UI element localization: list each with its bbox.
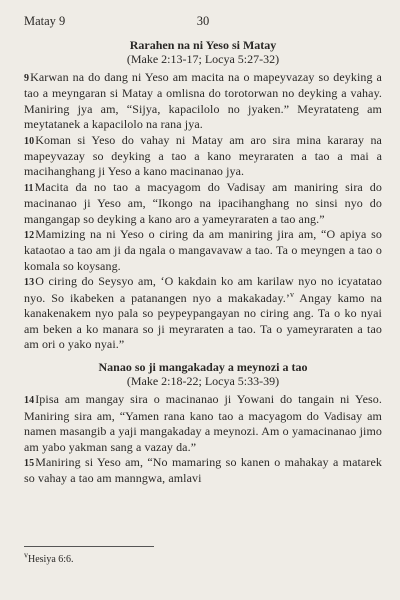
footnote-mark: v	[24, 550, 28, 560]
verse-text: Koman si Yeso do vahay ni Matay am aro sira mina kararay na mapeyvazay so deyking a tao a kano meyraraten a tao a mai a macihanghang ji Yeso a kano macinanao jya.	[24, 132, 382, 179]
verse-10	[24, 133, 382, 180]
verse-9	[24, 70, 382, 133]
verse-number: 13	[24, 277, 35, 289]
verse-number: 9	[24, 73, 30, 84]
verse-text: Karwan na do dang ni Yeso am macita na o mapeyvazay so deyking a tao a meyngaran si Matay a omlisna do torotorwan no deyking a vahay. Maniring jya am, “Sijya, kapacilolo no jyaken.” Meyratateng am meytatanek a kapacilolo na rana jya.	[24, 70, 382, 132]
verse-text: Ipisa am mangay sira o macinanao ji Yowani do tangain ni Yeso. Maniring sira am, “Yamen rana kano tao a macyagom do Vadisay am namen masangib a yaji mangakaday a meynozi. Am o yamacinanao jimo am yabo yakman sang a vazay da.”	[24, 392, 382, 454]
footnote-text: Hesiya 6:6.	[28, 554, 74, 565]
verse-number: 12	[24, 230, 35, 242]
verse-text-continued: Angay kamo na kanakenakem nyo pala so peypeypangayan no ciring ang. Ta o ko nyai am beken a ko manara so ji meyraraten a tao. Ta o yameyraraten a tao am ori o yako nyai.”	[24, 290, 382, 351]
footnote-marker[interactable]: v	[289, 289, 295, 299]
verse-12	[24, 227, 382, 274]
footnote	[24, 550, 74, 565]
section-parallel-refs: (Make 2:18-22; Locya 5:33-39)	[126, 374, 280, 389]
section-title: Nanao so ji mangakaday a meynozi a tao	[98, 360, 308, 375]
verse-number: 15	[24, 457, 35, 469]
verse-number: 11	[24, 182, 34, 194]
verse-number: 10	[24, 135, 35, 147]
running-head	[24, 10, 382, 30]
book-chapter-heading: Matay 9	[24, 14, 66, 28]
verse-text: Mamizing na ni Yeso o ciring da am maniring jira am, “O apiya so kataotao a tao am ji da ngala o mangavavaw a tao. Ta o meyngen a tao o komala so koysang.	[24, 227, 382, 273]
verse-11	[24, 180, 382, 227]
verse-number: 14	[24, 395, 35, 407]
verse-text: Maniring si Yeso am, “No mamaring so kanen o mahakay a matarek so vahay a tao am manngwa, amlavi	[24, 454, 382, 486]
verse-text: O ciring do Seysyo am, ‘O kakdain ko am karilaw nyo no icyatatao nyo. So ikabeken a patanangen nyo a makakaday.’	[24, 274, 382, 305]
page-number: 30	[196, 14, 210, 28]
verse-15	[24, 455, 382, 487]
footnote-divider	[24, 546, 154, 547]
verse-14	[24, 392, 382, 455]
section-title: Rarahen na ni Yeso si Matay	[129, 38, 277, 52]
verse-13	[24, 274, 382, 352]
section-parallel-refs: (Make 2:13-17; Locya 5:27-32)	[126, 52, 280, 66]
verse-text: Macita da no tao a macyagom do Vadisay am maniring sira do macinanao ji Yeso am, “Ikongo na ipacihanghang no sinsi nyo do mangangap so deyking a kano aro a yameyraraten a tao ang.”	[24, 179, 382, 226]
